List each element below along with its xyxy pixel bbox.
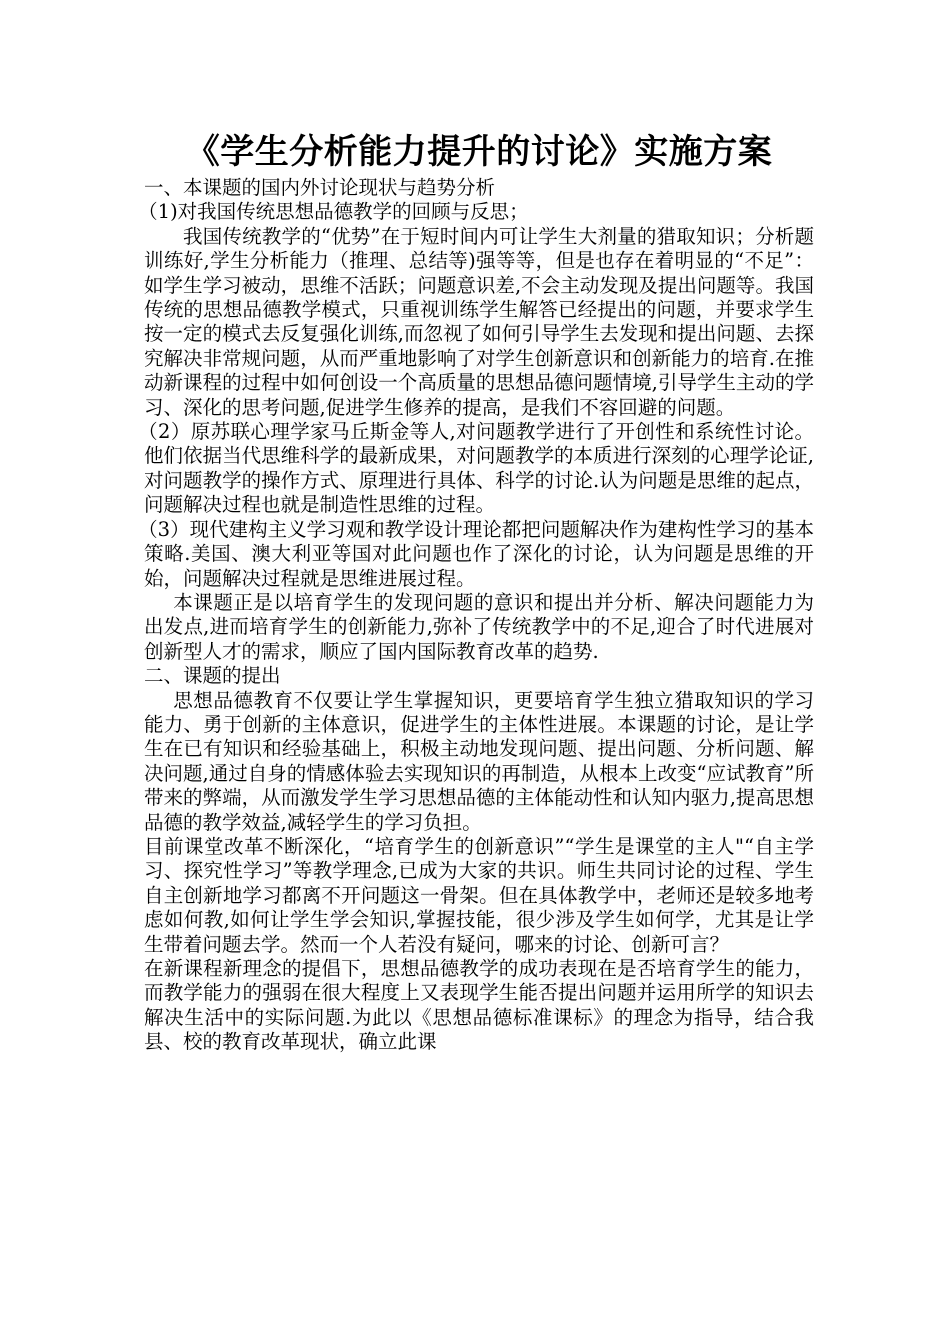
section2-para1: 思想品德教育不仅要让学生掌握知识，更要培育学生独立猎取知识的学习能力、勇于创新的主体意识，促进学生的主体性进展。本课题的讨论，是让学生在已有知识和经验基础上，积极主动地发现问题、提出问题、分析问题、解决问题,通过自身的情感体验去实现知识的再制造，从根本上改变“应试教育”所带来的弊端，从而激发学生学习思想品德的主体能动性和认知内驱力,提高思想品德的教学效益,减轻学生的学习负担。 [144,688,814,834]
section1-item1-body: 我国传统教学的“优势”在于短时间内可让学生大剂量的猎取知识；分析题训练好,学生分析能力（推理、总结等)强等等，但是也存在着明显的“不足”：如学生学习被动，思维不活跃；问题意识差,不会主动发现及提出问题等。我国传统的思想品德教学模式，只重视训练学生解答已经提出的问题，并要求学生按一定的模式去反复强化训练,而忽视了如何引导学生去发现和提出问题、去探究解决非常规问题，从而严重地影响了对学生创新意识和创新能力的培育.在推动新课程的过程中如何创设一个高质量的思想品德问题情境,引导学生主动的学习、深化的思考问题,促进学生修养的提高，是我们不容回避的问题。 [144,224,814,419]
document-body [138,176,814,1055]
section1-item1-heading: （1)对我国传统思想品德教学的回顾与反思； [138,200,529,224]
section2-para2: 目前课堂改革不断深化，“培育学生的创新意识”“学生是课堂的主人"“自主学习、探究性学习”等教学理念,已成为大家的共识。师生共同讨论的过程、学生自主创新地学习都离不开问题这一骨架。但在具体教学中，老师还是较多地考虑如何教,如何让学生学会知识,掌握技能，很少涉及学生如何学，尤其是让学生带着问题去学。然而一个人若没有疑问，哪来的讨论、创新可言？ [144,834,814,956]
section1-summary: 本课题正是以培育学生的发现问题的意识和提出并分析、解决问题能力为出发点,进而培育学生的创新能力,弥补了传统教学中的不足,迎合了时代进展对创新型人才的需求，顺应了国内国际教育改革的趋势. [144,590,814,663]
document-title: 《学生分析能力提升的讨论》实施方案 [185,132,773,172]
document-page [138,128,814,1055]
section1-heading: 一、本课题的国内外讨论现状与趋势分析 [144,176,496,199]
section1-item2: （2）原苏联心理学家马丘斯金等人,对问题教学进行了开创性和系统性讨论。他们依据当代思维科学的最新成果，对问题教学的本质进行深刻的心理学论证,对问题教学的操作方式、原理进行具体、科学的讨论.认为问题是思维的起点，问题解决过程也就是制造性思维的过程。 [138,420,814,517]
section2-para3: 在新课程新理念的提倡下，思想品德教学的成功表现在是否培育学生的能力，而教学能力的强弱在很大程度上又表现学生能否提出问题并运用所学的知识去解决生活中的实际问题.为此以《思想品德标准课标》的理念为指导，结合我县、校的教育改革现状，确立此课 [144,957,814,1054]
section2-heading: 二、课题的提出 [144,664,281,688]
section1-item3: （3）现代建构主义学习观和教学设计理论都把问题解决作为建构性学习的基本策略.美国、澳大利亚等国对此问题也作了深化的讨论，认为问题是思维的开始，问题解决过程就是思维进展过程。 [138,517,814,590]
